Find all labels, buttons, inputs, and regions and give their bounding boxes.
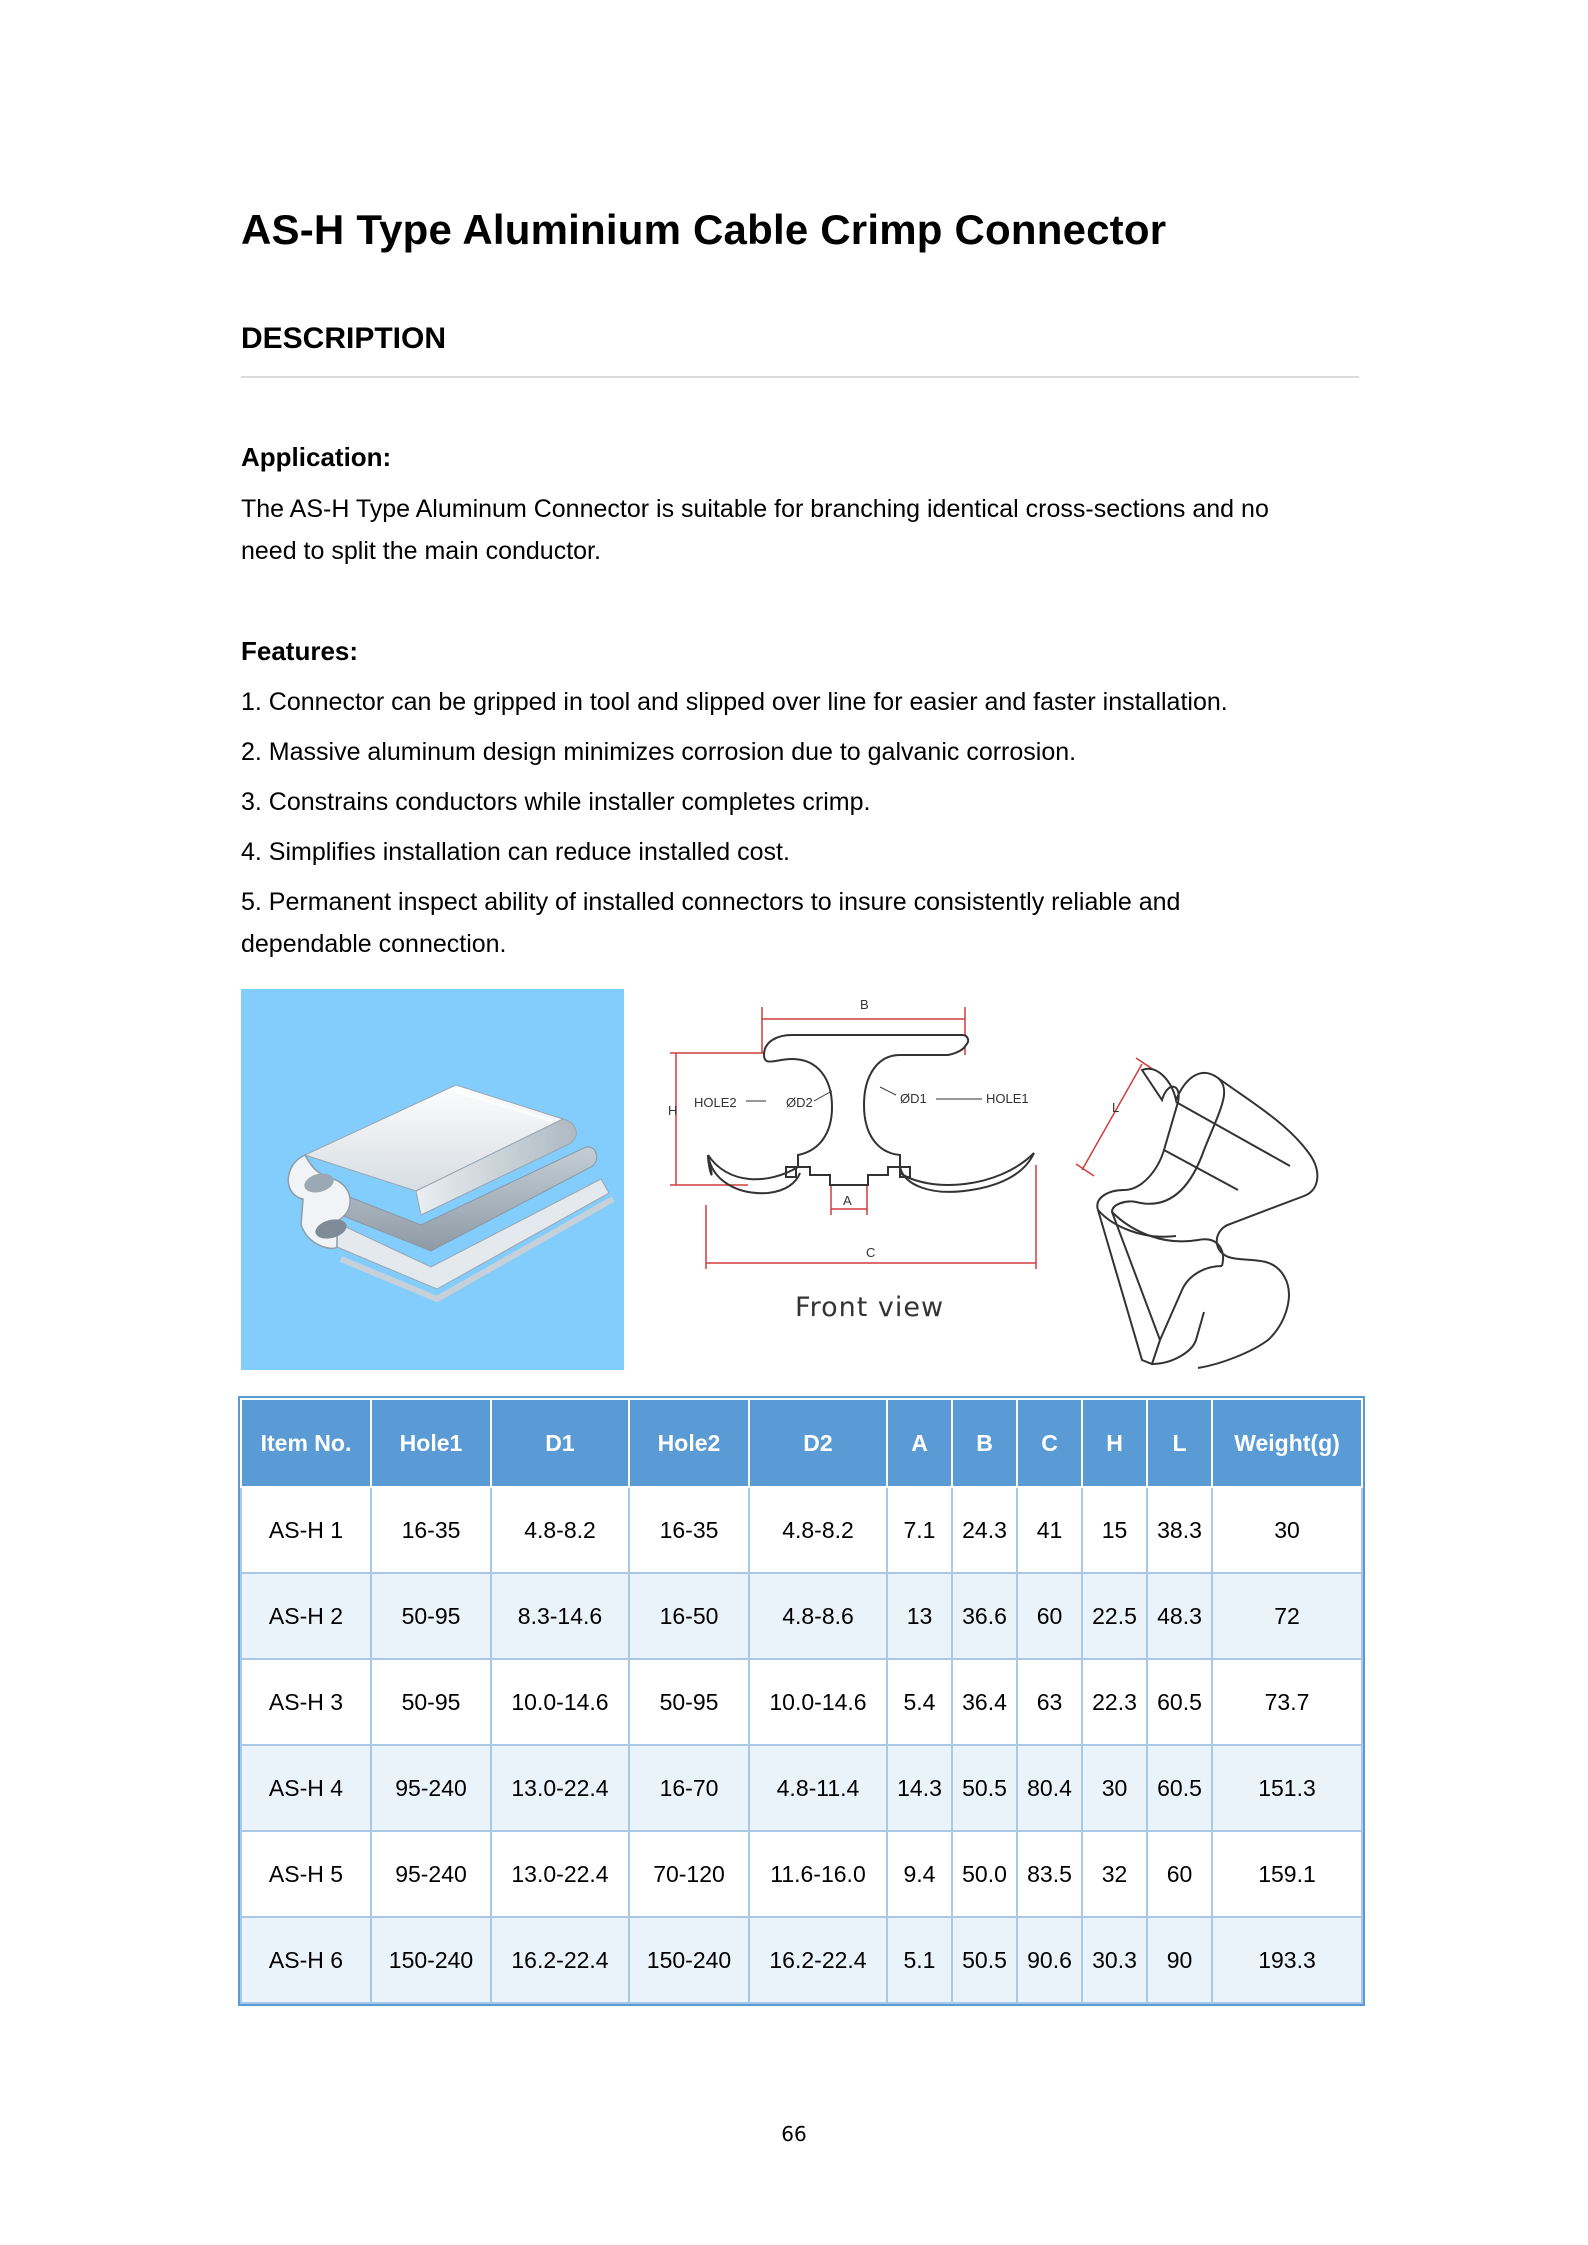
page-number: 66 [781, 2122, 807, 2146]
table-cell: 10.0-14.6 [749, 1659, 887, 1745]
table-cell: AS-H 5 [241, 1831, 371, 1917]
table-cell: 63 [1017, 1659, 1082, 1745]
table-cell: 50.0 [952, 1831, 1017, 1917]
table-cell: 4.8-8.2 [749, 1487, 887, 1573]
feature-item-2: 2. Massive aluminum design minimizes corrosion due to galvanic corrosion. [241, 738, 1077, 766]
table-cell: 16.2-22.4 [491, 1917, 629, 2003]
column-header-hole2: Hole2 [629, 1399, 749, 1487]
front-view-caption: Front view [795, 1292, 945, 1323]
application-heading: Application: [241, 442, 392, 472]
table-cell: 95-240 [371, 1745, 491, 1831]
column-header-a: A [887, 1399, 952, 1487]
table-cell: 41 [1017, 1487, 1082, 1573]
table-cell: 50-95 [371, 1573, 491, 1659]
table-cell: 4.8-8.2 [491, 1487, 629, 1573]
section-divider [241, 376, 1359, 378]
product-photo [241, 989, 624, 1370]
table-cell: 150-240 [629, 1917, 749, 2003]
table-cell: 16.2-22.4 [749, 1917, 887, 2003]
label-hole1: HOLE1 [986, 1091, 1029, 1106]
feature-item-5: 5. Permanent inspect ability of installed connectors to insure consistently reliable and [241, 888, 1181, 916]
label-hole2: HOLE2 [694, 1095, 737, 1110]
table-cell: 95-240 [371, 1831, 491, 1917]
table-cell: 9.4 [887, 1831, 952, 1917]
table-cell: 13.0-22.4 [491, 1745, 629, 1831]
table-cell: 60 [1017, 1573, 1082, 1659]
column-header-weight: Weight(g) [1212, 1399, 1362, 1487]
table-row [241, 1917, 1362, 2003]
table-cell: 4.8-11.4 [749, 1745, 887, 1831]
table-cell: 16-35 [371, 1487, 491, 1573]
column-header-item-no: Item No. [241, 1399, 371, 1487]
features-heading: Features: [241, 636, 359, 666]
column-header-h: H [1082, 1399, 1147, 1487]
table-cell: 50-95 [629, 1659, 749, 1745]
section-heading: DESCRIPTION [241, 322, 447, 355]
table-row [241, 1831, 1362, 1917]
front-view-drawing [668, 995, 1048, 1335]
table-cell: 60.5 [1147, 1745, 1212, 1831]
table-cell: 83.5 [1017, 1831, 1082, 1917]
application-text-line-2: need to split the main conductor. [241, 537, 601, 565]
table-cell: 4.8-8.6 [749, 1573, 887, 1659]
table-cell: 5.4 [887, 1659, 952, 1745]
table-cell: 16-50 [629, 1573, 749, 1659]
table-cell: 32 [1082, 1831, 1147, 1917]
table-cell: 24.3 [952, 1487, 1017, 1573]
table-cell: 36.4 [952, 1659, 1017, 1745]
column-header-d1: D1 [491, 1399, 629, 1487]
table-cell: 48.3 [1147, 1573, 1212, 1659]
table-cell: 60.5 [1147, 1659, 1212, 1745]
dimension-label-h: H [668, 1103, 678, 1118]
table-cell: AS-H 2 [241, 1573, 371, 1659]
table-cell: 193.3 [1212, 1917, 1362, 2003]
connector-photo-illustration [241, 989, 624, 1370]
table-cell: 30.3 [1082, 1917, 1147, 2003]
table-cell: 11.6-16.0 [749, 1831, 887, 1917]
table-cell: AS-H 1 [241, 1487, 371, 1573]
front-view-svg [668, 995, 1048, 1335]
feature-item-5-continued: dependable connection. [241, 930, 507, 958]
table-cell: 8.3-14.6 [491, 1573, 629, 1659]
table-row [241, 1745, 1362, 1831]
dimension-label-b: B [860, 997, 869, 1012]
specification-table [240, 1398, 1363, 2004]
isometric-svg [1072, 1040, 1342, 1370]
table-cell: 10.0-14.6 [491, 1659, 629, 1745]
column-header-l: L [1147, 1399, 1212, 1487]
table-cell: 50.5 [952, 1745, 1017, 1831]
table-cell: 30 [1212, 1487, 1362, 1573]
table-cell: 22.5 [1082, 1573, 1147, 1659]
table-header-row [241, 1399, 1362, 1487]
column-header-d2: D2 [749, 1399, 887, 1487]
table-cell: AS-H 6 [241, 1917, 371, 2003]
feature-item-3: 3. Constrains conductors while installer completes crimp. [241, 788, 871, 816]
table-row [241, 1487, 1362, 1573]
table-cell: AS-H 3 [241, 1659, 371, 1745]
table-cell: 150-240 [371, 1917, 491, 2003]
table-cell: 90.6 [1017, 1917, 1082, 2003]
table-cell: 151.3 [1212, 1745, 1362, 1831]
table-cell: 50.5 [952, 1917, 1017, 2003]
isometric-drawing [1072, 1040, 1342, 1370]
table-cell: 38.3 [1147, 1487, 1212, 1573]
column-header-b: B [952, 1399, 1017, 1487]
table-cell: AS-H 4 [241, 1745, 371, 1831]
column-header-hole1: Hole1 [371, 1399, 491, 1487]
table-cell: 73.7 [1212, 1659, 1362, 1745]
table-cell: 16-70 [629, 1745, 749, 1831]
feature-item-4: 4. Simplifies installation can reduce installed cost. [241, 838, 790, 866]
table-cell: 13.0-22.4 [491, 1831, 629, 1917]
table-cell: 80.4 [1017, 1745, 1082, 1831]
dimension-label-c: C [866, 1245, 876, 1260]
table-cell: 5.1 [887, 1917, 952, 2003]
column-header-c: C [1017, 1399, 1082, 1487]
page-title: AS-H Type Aluminium Cable Crimp Connector [241, 206, 1167, 253]
table-cell: 13 [887, 1573, 952, 1659]
table-cell: 159.1 [1212, 1831, 1362, 1917]
table-row [241, 1659, 1362, 1745]
table-cell: 50-95 [371, 1659, 491, 1745]
table-cell: 14.3 [887, 1745, 952, 1831]
dimension-label-a: A [843, 1193, 852, 1208]
table-cell: 90 [1147, 1917, 1212, 2003]
dimension-label-l: L [1112, 1100, 1120, 1115]
application-text-line-1: The AS-H Type Aluminum Connector is suitable for branching identical cross-sections and no [241, 495, 1269, 523]
table-cell: 16-35 [629, 1487, 749, 1573]
feature-item-1: 1. Connector can be gripped in tool and slipped over line for easier and faster installation. [241, 688, 1228, 716]
table-row [241, 1573, 1362, 1659]
table-cell: 60 [1147, 1831, 1212, 1917]
table-cell: 72 [1212, 1573, 1362, 1659]
table-cell: 7.1 [887, 1487, 952, 1573]
table-cell: 15 [1082, 1487, 1147, 1573]
table-cell: 36.6 [952, 1573, 1017, 1659]
table-cell: 22.3 [1082, 1659, 1147, 1745]
table-cell: 30 [1082, 1745, 1147, 1831]
label-d1: ØD1 [900, 1091, 927, 1106]
table-cell: 70-120 [629, 1831, 749, 1917]
label-d2: ØD2 [786, 1095, 813, 1110]
